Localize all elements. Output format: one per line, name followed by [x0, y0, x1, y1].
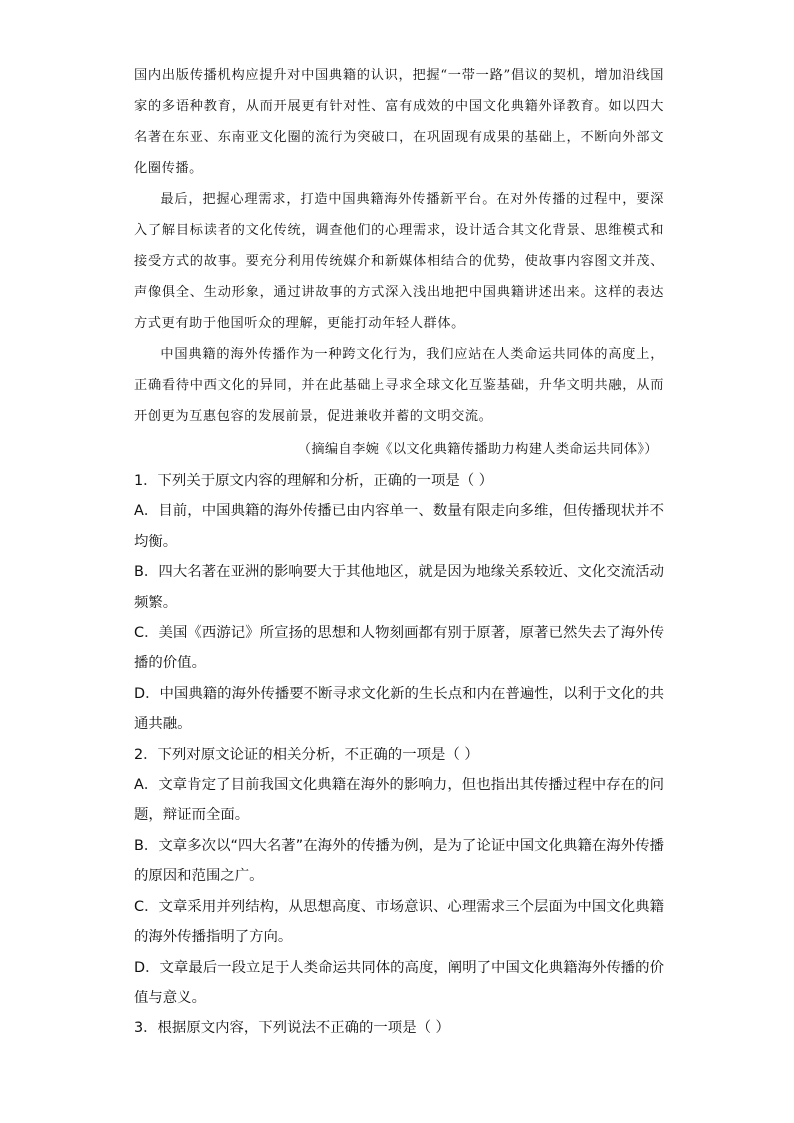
passage-source: （摘编自李婉《以文化典籍传播助力构建人类命运共同体》）: [297, 442, 658, 457]
question-option: A．文章肯定了目前我国文化典籍在海外的影响力，但也指出其传播过程中存在的问题，辩证而全面。: [134, 777, 664, 824]
passage-paragraph: 中国典籍的海外传播作为一种跨文化行为，我们应站在人类命运共同体的高度上，正确看待中西文化的异同，并在此基础上寻求全球文化互鉴基础，升华文明共融，从而开创更为互惠包容的发展前景，促进兼收并蓄的文明交流。: [134, 347, 664, 424]
question-stem: 3．根据原文内容，下列说法不正确的一项是（ ）: [134, 1020, 450, 1037]
question-stem: 2．下列对原文论证的相关分析，不正确的一项是（ ）: [134, 746, 479, 763]
passage-paragraph: 最后，把握心理需求，打造中国典籍海外传播新平台。在对外传播的过程中，要深入了解目标读者的文化传统，调查他们的心理需求，设计适合其文化背景、思维模式和接受方式的故事。要充分利用传统媒介和新媒体相结合的优势，使故事内容图文并茂、声像俱全、生动形象，通过讲故事的方式深入浅出地把中国典籍讲述出来。这样的表达方式更有助于他国听众的理解，更能打动年轻人群体。: [134, 192, 664, 331]
question-list: [134, 466, 664, 1044]
question-option: B．文章多次以“四大名著”在海外的传播为例，是为了论证中国文化典籍在海外传播的原因和范围之广。: [134, 837, 664, 885]
question-stem: 1．下列关于原文内容的理解和分析，正确的一项是（ ）: [134, 473, 494, 489]
passage-paragraph: 国内出版传播机构应提升对中国典籍的认识，把握“一带一路”倡议的契机，增加沿线国家的多语种教育，从而开展更有针对性、富有成效的中国文化典籍外译教育。如以四大名著在东亚、东南亚文化圈的流行为突破口，在巩固现有成果的基础上，不断向外部文化圈传播。: [134, 68, 664, 176]
question-option: A．目前，中国典籍的海外传播已由内容单一、数量有限走向多维，但传播现状并不均衡。: [134, 503, 664, 550]
question-option: D．中国典籍的海外传播要不断寻求文化新的生长点和内在普遍性，以利于文化的共通共融。: [134, 685, 664, 733]
question-option: B．四大名著在亚洲的影响要大于其他地区，就是因为地缘关系较近、文化交流活动频繁。: [134, 564, 664, 611]
passage: [134, 60, 664, 432]
question-option: D．文章最后一段立足于人类命运共同体的高度，阐明了中国文化典籍海外传播的价值与意义。: [134, 959, 664, 1006]
question-option: C．美国《西游记》所宣扬的思想和人物刻画都有别于原著，原著已然失去了海外传播的价值。: [134, 625, 664, 672]
question-option: C．文章采用并列结构，从思想高度、市场意识、心理需求三个层面为中国文化典籍的海外传播指明了方向。: [134, 898, 664, 946]
